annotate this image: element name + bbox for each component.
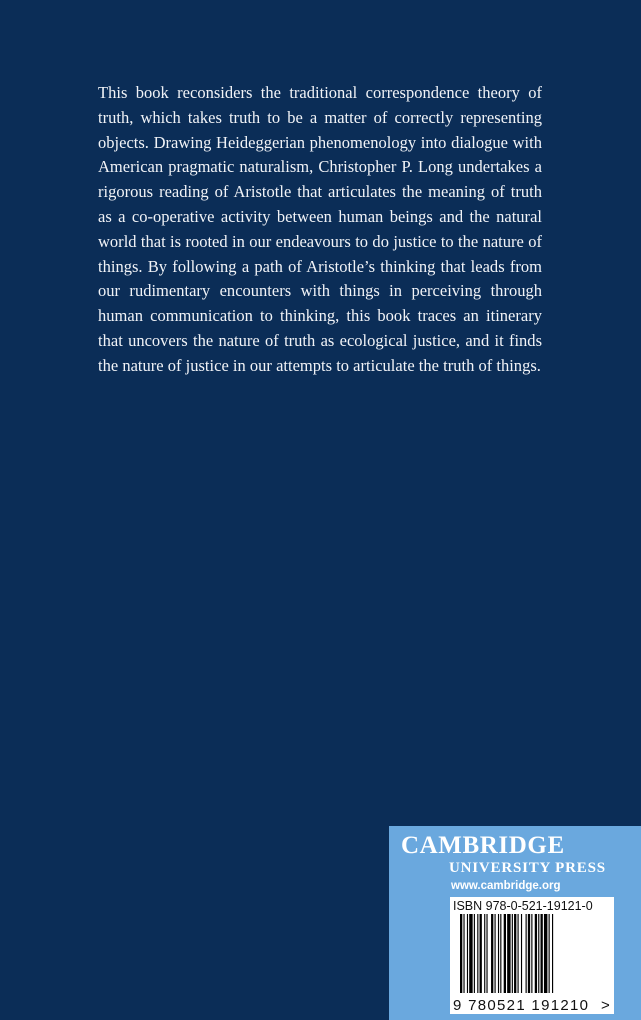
barcode-bar <box>460 914 462 993</box>
barcode-bar <box>549 914 550 993</box>
barcode-bar <box>474 914 475 993</box>
publisher-panel <box>389 826 641 1020</box>
barcode-bar <box>526 914 527 993</box>
barcode-bar <box>528 914 530 993</box>
barcode-bar <box>504 914 506 993</box>
publisher-name: CAMBRIDGE <box>401 832 565 859</box>
barcode-bar <box>531 914 532 993</box>
barcode-bar <box>467 914 468 993</box>
barcode-bar <box>484 914 485 993</box>
barcode-bar <box>500 914 501 993</box>
barcode-bar <box>512 914 513 993</box>
barcode-bar <box>498 914 499 993</box>
barcode-bar <box>552 914 553 993</box>
isbn-label: ISBN 978-0-521-19121-0 <box>453 899 593 913</box>
book-description: This book reconsiders the traditional correspondence theory of truth, which takes truth to be a matter of correctly representing objects. Drawing Heideggerian phenomenology into dialogue with American pragmatic naturalism, Christopher P. Long undertakes a rigorous reading of Aristotle that articulates the meaning of truth as a co-operative activity between human beings and the natural world that is rooted in our endeavours to do justice to the nature of things. By following a path of Aristotle’s thinking that leads from our rudimentary encounters with things in perceiving through human communication to thinking, this book traces an itinerary that uncovers the nature of truth as ecological justice, and it finds the nature of justice in our attempts to articulate the truth of things. <box>98 83 542 375</box>
barcode-bar <box>514 914 516 993</box>
barcode-bar <box>491 914 493 993</box>
barcode-bar <box>463 914 464 993</box>
barcode-digits: 9 780521 191210 <box>453 997 590 1014</box>
barcode-bar <box>469 914 472 993</box>
isbn-barcode-panel <box>450 897 614 1014</box>
barcode-bar <box>480 914 482 993</box>
barcode-bar <box>538 914 539 993</box>
barcode-bar <box>541 914 543 993</box>
barcode-suffix: > <box>601 997 610 1014</box>
barcode-bar <box>477 914 478 993</box>
barcode-bar <box>535 914 537 993</box>
publisher-website: www.cambridge.org <box>451 880 561 892</box>
publisher-subtitle: UNIVERSITY PRESS <box>449 860 606 876</box>
barcode-bar <box>507 914 510 993</box>
barcode-bar <box>495 914 496 993</box>
barcode-bar <box>544 914 547 993</box>
barcode-bar <box>518 914 519 993</box>
barcode-icon <box>450 914 614 1014</box>
barcode-bar <box>521 914 522 993</box>
barcode-bar <box>486 914 487 993</box>
